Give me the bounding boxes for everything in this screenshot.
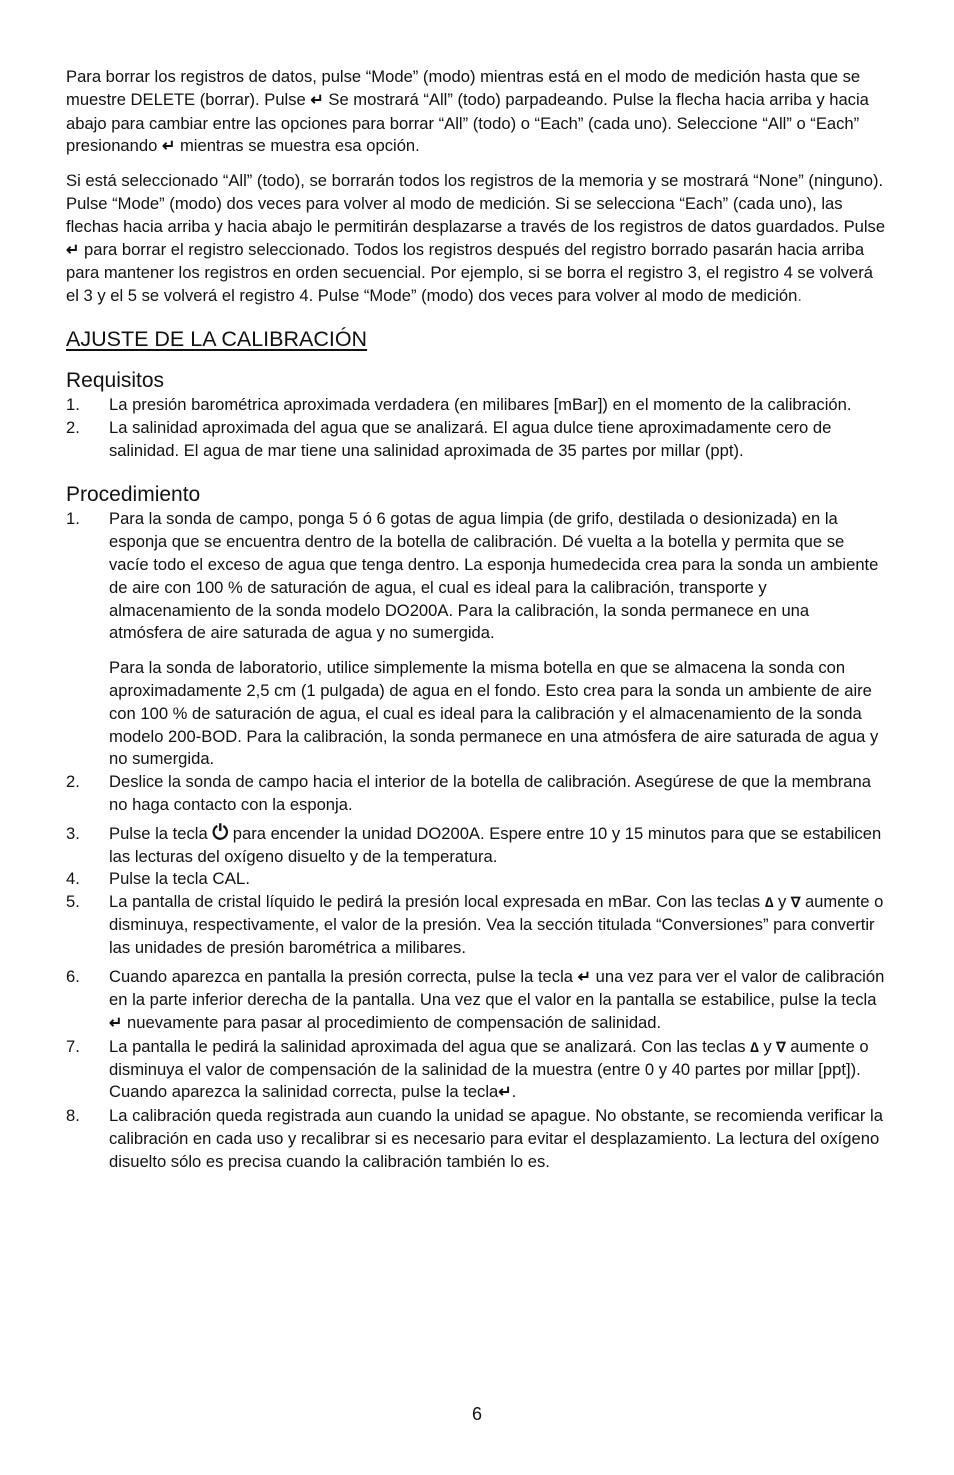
- item-subparagraph: Para la sonda de laboratorio, utilice simplemente la misma botella en que se almacena la sonda con aproximadamente 2,5 cm (1 pulgada) de agua en el fondo. Esto crea para la sonda un ambiente de aire con 100 % de saturación de agua, el cual es ideal para la calibración y el almacenamiento de la sonda modelo 200-BOD. Para la calibración, la sonda permanece en una atmósfera de aire saturada de agua y no sumergida.: [109, 658, 879, 769]
- item-text: La salinidad aproximada del agua que se analizará. El agua dulce tiene aproximadamente cero de salinidad. El agua de mar tiene una salinidad aproximada de 35 partes por millar (ppt).: [109, 417, 832, 460]
- paragraph-delete-records: [66, 66, 886, 159]
- text-span: Cuando aparezca en pantalla la presión correcta, pulse la tecla: [109, 966, 578, 986]
- text-span: Pulse la tecla: [109, 823, 213, 843]
- down-triangle-icon: ∇: [790, 894, 801, 911]
- enter-key-icon: ↵: [66, 241, 80, 259]
- item-number: 4.: [66, 869, 80, 889]
- item-number: 1.: [66, 509, 80, 529]
- item-number: 2.: [66, 772, 80, 792]
- list-item: [66, 771, 886, 817]
- requisitos-heading: Requisitos: [66, 368, 165, 392]
- text-span: Pulse la tecla: [109, 869, 213, 889]
- list-item: [66, 1105, 886, 1173]
- list-item: [66, 966, 886, 1036]
- enter-key-icon: ↵: [498, 1084, 512, 1102]
- requisitos-list: [66, 394, 886, 462]
- procedimiento-list: [66, 508, 886, 1173]
- item-number: 3.: [66, 823, 80, 843]
- item-number: 2.: [66, 417, 80, 437]
- paragraph-delete-all-each: [66, 170, 886, 308]
- list-item: [66, 1036, 886, 1105]
- text-span: para borrar el registro seleccionado. Todos los registros después del registro borrado pasarán hacia arriba para mantener los registros en orden secuencial. Por ejemplo, si se borra el registro 3, el registro 4 se volverá el 3 y el 5 se volverá el registro 4. Pulse “Mode” (modo) dos veces para volver al modo de medición: [66, 239, 874, 306]
- text-span: Se mostrará “All” (todo) parpadeando. Pulse la flecha hacia arriba y hacia abajo para cambiar entre las opciones para borrar “All” (todo) o “Each” (cada uno). Seleccione “All” o “Each” presionando: [66, 89, 869, 156]
- text-span: una vez para ver el valor de calibración en la parte inferior derecha de la pantalla. Una vez que el valor en la pantalla se estabilice, pulse la tecla: [109, 966, 885, 1010]
- item-number: 8.: [66, 1106, 80, 1126]
- enter-key-icon: ↵: [310, 91, 324, 109]
- item-text: Para la sonda de campo, ponga 5 ó 6 gotas de agua limpia (de grifo, destilada o desionizada) en la esponja que se encuentra dentro de la botella de calibración. Dé vuelta a la botella y permita que se vacíe todo el exceso de agua que tenga dentro. La esponja humedecida crea para la sonda un ambiente de aire con 100 % de saturación de agua, el cual es ideal para la calibración, transporte y almacenamiento de la sonda modelo DO200A. Para la calibración, la sonda permanece en una atmósfera de aire saturada de agua y no sumergida.: [109, 509, 879, 643]
- text-span: La pantalla de cristal líquido le pedirá la presión local expresada en mBar. Con las teclas: [109, 892, 765, 912]
- text-span: y: [758, 1036, 777, 1056]
- item-text: La calibración queda registrada aun cuando la unidad se apague. No obstante, se recomienda verificar la calibración en cada uso y recalibrar si es necesario para evitar el desplazamiento. La lectura del oxígeno disuelto sólo es precisa cuando la calibración también lo es.: [109, 1106, 883, 1171]
- text-span: mientras se muestra esa opción.: [175, 136, 420, 156]
- list-item: [66, 508, 886, 771]
- text-span: nuevamente para pasar al procedimiento de compensación de salinidad.: [122, 1013, 662, 1033]
- text-span: La pantalla le pedirá la salinidad aproximada del agua que se analizará. Con las teclas: [109, 1036, 751, 1056]
- page-number: 6: [471, 1404, 482, 1424]
- item-number: 7.: [66, 1036, 80, 1056]
- text-span: y: [773, 892, 791, 912]
- text-span: Para borrar los registros de datos, pulse “Mode” (modo) mientras está en el modo de medición hasta que se muestre DELETE (borrar). Pulse: [66, 67, 861, 109]
- item-number: 5.: [66, 892, 80, 912]
- item-text: Deslice la sonda de campo hacia el interior de la botella de calibración. Asegúrese de que la membrana no haga contacto con la esponja.: [109, 772, 871, 814]
- list-item: [66, 417, 886, 463]
- up-triangle-icon: ∆: [764, 894, 774, 911]
- text-span: .: [511, 1082, 517, 1102]
- down-triangle-icon: ∇: [776, 1038, 786, 1055]
- list-item: [66, 868, 886, 891]
- list-item: [66, 823, 886, 869]
- text-span: .: [245, 869, 251, 889]
- power-icon: ⏻: [212, 821, 229, 844]
- cal-key-label: CAL: [212, 869, 246, 889]
- text-span: .: [797, 286, 803, 306]
- list-item: [66, 394, 886, 417]
- text-span: Si está seleccionado “All” (todo), se borrarán todos los registros de la memoria y se mostrará “None” (ninguno). Pulse “Mode” (modo) dos veces para volver al modo de medición. Si se selecciona “Each” (cada uno), las flechas hacia arriba y hacia abajo le permitirán desplazarse a través de los registros de datos guardados. Pulse: [66, 171, 886, 236]
- item-number: 1.: [66, 394, 80, 414]
- enter-key-icon: ↵: [109, 1015, 123, 1033]
- text-span: para encender la unidad DO200A. Espere entre 10 y 15 minutos para que se estabilicen las lecturas del oxígeno disuelto y de la temperatura.: [109, 823, 882, 866]
- list-item: [66, 891, 886, 959]
- up-triangle-icon: ∆: [750, 1038, 759, 1055]
- text-span: aumente o disminuya, respectivamente, el valor de la presión. Vea la sección titulada “Conversiones” para convertir las unidades de presión barométrica a milibares.: [109, 892, 884, 957]
- section-title: AJUSTE DE LA CALIBRACIÓN: [66, 326, 368, 351]
- item-text: La presión barométrica aproximada verdadera (en milibares [mBar]) en el momento de la calibración.: [109, 394, 852, 414]
- document-page: [66, 66, 886, 1174]
- text-span: aumente o disminuya el valor de compensación de la salinidad de la muestra (entre 0 y 40 partes por millar [ppt]). Cuando aparezca la salinidad correcta, pulse la tecla: [109, 1036, 869, 1102]
- procedimiento-heading: Procedimiento: [66, 483, 201, 507]
- enter-key-icon: ↵: [577, 968, 592, 986]
- item-number: 6.: [66, 966, 80, 986]
- enter-key-icon: ↵: [161, 138, 176, 156]
